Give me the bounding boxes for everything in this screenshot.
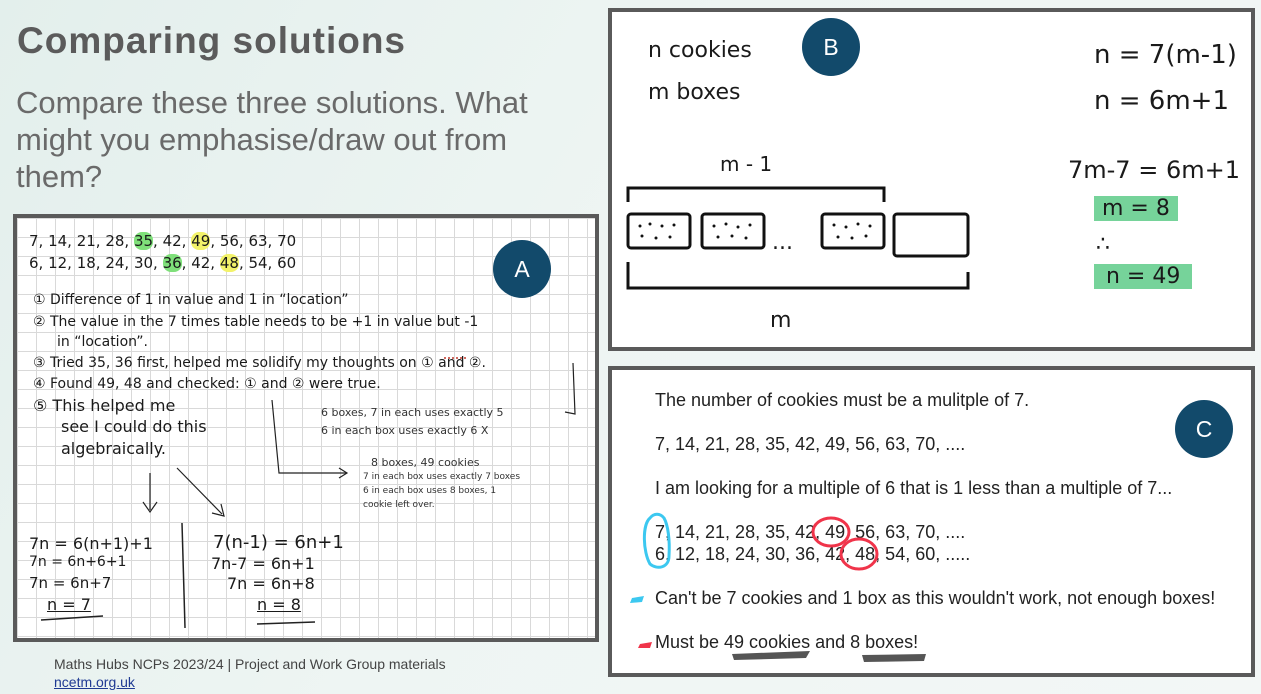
algebra-right-4: n = 8 — [257, 595, 301, 614]
note-1: ① Difference of 1 in value and 1 in “location” — [33, 292, 349, 308]
side-note-2d: cookie left over. — [363, 500, 435, 510]
note-5-end: algebraically. — [61, 439, 166, 458]
legend-cookies: n cookies — [648, 38, 752, 63]
row2-part: , 54, 60 — [238, 254, 297, 272]
legend-boxes: m boxes — [648, 80, 741, 105]
equation-n: n = 49 — [1094, 264, 1192, 289]
highlight-36: 36 — [162, 254, 182, 272]
c-line-1: The number of cookies must be a mulitple of 7. — [655, 390, 1030, 410]
row2-part: 6, 12, 18, 24, 30, — [29, 254, 163, 272]
badge-b: B — [802, 18, 860, 76]
equation-3: 7m-7 = 6m+1 — [1068, 156, 1240, 184]
badge-c: C — [1175, 400, 1233, 458]
note-4: ④ Found 49, 48 and checked: ① and ② were true. — [33, 376, 381, 392]
side-note-2b: 7 in each box uses exactly 7 boxes — [363, 472, 521, 482]
algebra-left-4: n = 7 — [47, 595, 91, 614]
note-2-cont: in “location”. — [57, 334, 148, 350]
footer-text: Maths Hubs NCPs 2023/24 | Project and Work Group materials — [54, 656, 446, 672]
solution-c-panel — [608, 366, 1255, 677]
badge-a: A — [493, 240, 551, 298]
cookie-box — [702, 214, 764, 248]
note-2: ② The value in the 7 times table needs to be +1 in value but -1 — [33, 314, 479, 330]
algebra-right-1: 7(n-1) = 6n+1 — [213, 532, 344, 553]
note-5: ⑤ This helped me — [33, 396, 176, 415]
c-line-5: 6, 12, 18, 24, 30, 36, 42, 48, 54, 60, ..... — [655, 544, 971, 564]
equation-2: n = 6m+1 — [1094, 86, 1229, 116]
c-line-4: 7, 14, 21, 28, 35, 42, 49, 56, 63, 70, .... — [655, 522, 966, 542]
algebra-left-3: 7n = 6n+7 — [29, 574, 112, 592]
c-line-3: I am looking for a multiple of 6 that is 1 less than a multiple of 7... — [655, 478, 1173, 498]
c-line-7: Must be 49 cookies and 8 boxes! — [655, 632, 919, 652]
highlight-49: 49 — [191, 232, 211, 250]
highlight-35: 35 — [133, 232, 154, 250]
equation-1: n = 7(m-1) — [1094, 40, 1237, 70]
equation-m: m = 8 — [1094, 196, 1178, 221]
row1-part: , 56, 63, 70 — [210, 232, 297, 250]
page-subtitle: Compare these three solutions. What might you emphasise/draw out from them? — [16, 85, 528, 194]
row2-part: , 42, — [181, 254, 220, 272]
side-note-1b: 6 in each box uses exactly 6 X — [321, 424, 489, 437]
note-3: ③ Tried 35, 36 first, helped me solidify my thoughts on ① and ②. — [33, 355, 486, 371]
side-note-2a: 8 boxes, 49 cookies — [371, 456, 480, 469]
side-note-2c: 6 in each box uses 8 boxes, 1 — [363, 486, 497, 496]
c-line-6: Can't be 7 cookies and 1 box as this wouldn't work, not enough boxes! — [655, 588, 1216, 608]
algebra-right-2: 7n-7 = 6n+1 — [211, 554, 315, 573]
bar-ellipsis: ... — [772, 230, 793, 255]
solution-b-panel — [608, 8, 1255, 351]
therefore-symbol: ∴ — [1096, 232, 1110, 257]
row1-part: , 42, — [153, 232, 192, 250]
bracket-label-bottom: m — [770, 308, 792, 333]
empty-box — [894, 214, 968, 256]
note-5-cont: see I could do this — [61, 417, 207, 436]
algebra-right-3: 7n = 6n+8 — [227, 574, 315, 593]
page-title: Comparing solutions — [17, 20, 406, 61]
footer-link[interactable]: ncetm.org.uk — [54, 674, 135, 690]
bracket-label-top: m - 1 — [720, 152, 773, 176]
algebra-left-1: 7n = 6(n+1)+1 — [29, 534, 153, 553]
panel-c-annotations — [612, 370, 1251, 673]
c-line-2: 7, 14, 21, 28, 35, 42, 49, 56, 63, 70, .... — [655, 434, 966, 454]
solution-a-panel — [13, 214, 599, 642]
cookie-box — [822, 214, 884, 248]
algebra-left-2: 7n = 6n+6+1 — [29, 554, 127, 570]
side-note-1a: 6 boxes, 7 in each uses exactly 5 — [321, 406, 504, 419]
cookie-box — [628, 214, 690, 248]
highlight-48: 48 — [219, 254, 239, 272]
row1-part: 7, 14, 21, 28, — [29, 232, 134, 250]
